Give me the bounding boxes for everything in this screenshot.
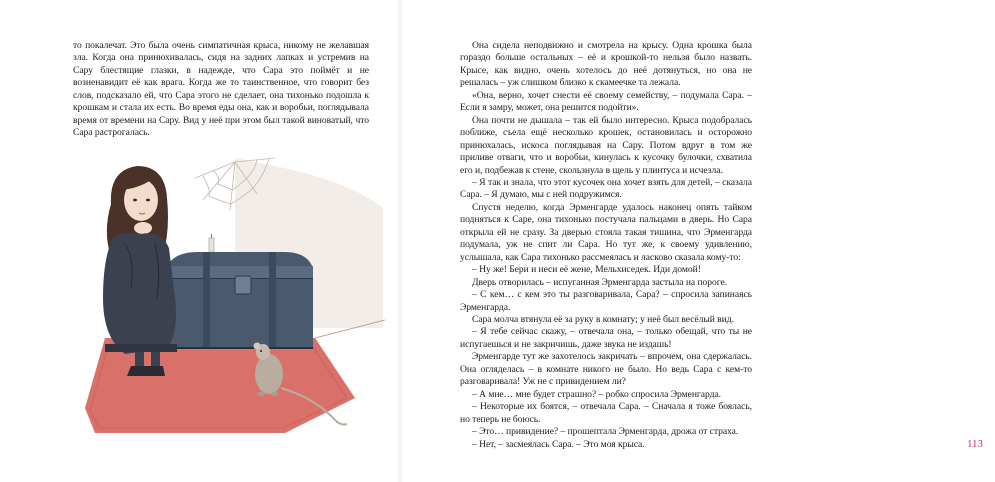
paragraph: – А мне… мне будет страшно? – робко спросила Эрменгарда. <box>472 388 722 400</box>
paragraph: Сара молча втянула её за руку в комнату; у неё был весёлый вид. <box>472 313 734 325</box>
paragraph: Она почти не дышала – так ей было интересно. Крыса подобралась поближе, съела ещё несколько крошек, остановилась и осторожно принюхалась, искоса поглядывая на Сару. Потом вдруг в том же приливе отваги, что и воробьи, кинулась к кусочку булочки, схватила его и, подбежав к стене, скользнула в щель у плинтуса и исчезла. <box>460 114 752 176</box>
right-page <box>400 0 984 482</box>
paragraph: – Это… привидение? – прошептала Эрменгарда, дрожа от страха. <box>472 426 739 438</box>
paragraph: – Я так и знала, что этот кусочек она хочет взять для детей, – сказала Сара. – Я думаю, мы с ней подружимся. <box>460 176 752 201</box>
paragraph: Спустя неделю, когда Эрменгарде удалось наконец опять тайком подняться к Саре, она тихонько постучала пальцами в дверь. Но Сара открыла ей не сразу. За дверью стояла такая тишина, что Эрменгарда подумала, уж не спит ли Сара. Но тут же, к своему удивлению, услышала, как Сара тихонько рассмеялась и ласково сказала кому-то: <box>460 201 752 263</box>
paragraph: Она сидела неподвижно и смотрела на крысу. Одна крошка была гораздо больше остальных – её и крошкой-то нельзя было назвать. Крысе, как видно, очень хотелось до неё дотянуться, но она не решалась – уж слишком близко к скамеечке та лежала. <box>460 40 752 89</box>
page-number: 113 <box>966 438 984 450</box>
paragraph: – Некоторые их боятся, – отвечала Сара. – Сначала я тоже боялась, но теперь не боюсь. <box>460 401 752 425</box>
paragraph: то покалечат. Это была очень симпатичная крыса, никому не желавшая зла. Когда она принюхивалась, сидя на задних лапках и устремив на Сару блестящие глазки, в надежде, что Сара это поймёт и не возненавидит её как врага. Когда же то таинственное, что говорит без слов, подсказало ей, что Сара этого не сделает, она тихонько подошла к крошкам и стала их есть. Во время еды она, как и воробьи, поглядывала время от времени на Сару. Вид у неё при этом был такой виноватый, что Сара растрогалась. <box>73 40 369 139</box>
right-page-text <box>460 40 752 451</box>
trunk <box>167 252 313 348</box>
paragraph: – Ну же! Бери и неси её жене, Мельхиседек. Иди домой! <box>472 264 701 276</box>
girl <box>103 166 177 376</box>
paragraph: Эрменгарде тут же захотелось закричать – впрочем, она сдержалась. Она огляделась – в комнате никого не было. Но ведь Сара с кем-то разговаривала! Уж не с привидением ли? <box>460 351 752 388</box>
illustration-girl-with-rat <box>85 148 385 438</box>
left-page-text <box>73 40 369 140</box>
paragraph: – Я тебе сейчас скажу, – отвечала она, – только обещай, что ты не испугаешься и не закричишь, даже звука не издашь! <box>460 326 752 350</box>
paragraph: Дверь отворилась – испуганная Эрменгарда застыла на пороге. <box>472 276 728 288</box>
paragraph: «Она, верно, хочет снести её своему семейству, – подумала Сара. – Если я замру, может, она решится подойти». <box>460 89 752 114</box>
paragraph: – С кем… с кем это ты разговаривала, Сара? – спросила запинаясь Эрменгарда. <box>460 289 752 313</box>
paragraph: – Нет, – засмеялась Сара. – Это моя крыса. <box>472 438 645 450</box>
left-page <box>0 0 400 482</box>
